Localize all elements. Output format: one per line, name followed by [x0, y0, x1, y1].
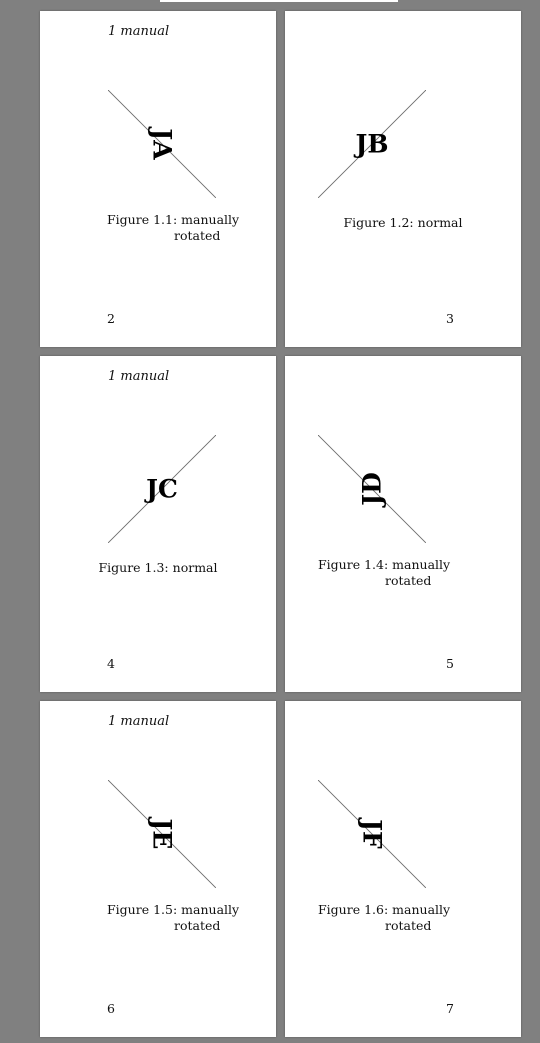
page-number: 6: [107, 1001, 115, 1016]
page-5: [285, 356, 521, 692]
caption-text-continued: rotated: [174, 918, 221, 933]
page-4: [40, 356, 276, 692]
figure-label: Figure 1.1:: [107, 212, 178, 227]
figure-initials: JB: [355, 129, 389, 159]
page-6: [40, 701, 276, 1037]
figure-caption: [40, 560, 276, 576]
caption-text-continued: rotated: [385, 573, 432, 588]
figure-label: Figure 1.3:: [98, 560, 169, 575]
figure-initials: JE: [147, 818, 177, 850]
caption-text: normal: [417, 215, 463, 230]
figure-initials: JF: [357, 819, 387, 849]
caption-text-continued: rotated: [174, 228, 221, 243]
figure-caption: [318, 557, 450, 589]
figure-1-4: [318, 435, 426, 543]
figure-label: Figure 1.2:: [343, 215, 414, 230]
running-header: 1 manual: [108, 714, 170, 729]
caption-text: manually: [181, 902, 240, 917]
page-number: 7: [446, 1001, 454, 1016]
caption-text: normal: [172, 560, 218, 575]
page-7: [285, 701, 521, 1037]
figure-1-2: [318, 90, 426, 198]
figure-initials: JA: [147, 128, 177, 160]
figure-initials: JC: [146, 474, 178, 504]
caption-text: manually: [181, 212, 240, 227]
figure-1-5: [108, 780, 216, 888]
figure-label: Figure 1.6:: [318, 902, 389, 917]
page-number: 2: [107, 311, 115, 326]
figure-initials: JD: [357, 472, 387, 506]
figure-1-3: [108, 435, 216, 543]
running-header: 1 manual: [108, 369, 170, 384]
page-number: 3: [446, 311, 454, 326]
caption-text: manually: [392, 902, 451, 917]
page-number: 4: [107, 656, 115, 671]
page-number: 5: [446, 656, 454, 671]
figure-1-1: [108, 90, 216, 198]
running-header: 1 manual: [108, 24, 170, 39]
page-3: [285, 11, 521, 347]
caption-text: manually: [392, 557, 451, 572]
caption-text-continued: rotated: [385, 918, 432, 933]
figure-caption: [285, 215, 521, 231]
page-2: [40, 11, 276, 347]
figure-1-6: [318, 780, 426, 888]
figure-label: Figure 1.4:: [318, 557, 389, 572]
figure-caption: [107, 212, 239, 244]
viewer-top-strip: [160, 0, 398, 2]
figure-label: Figure 1.5:: [107, 902, 178, 917]
figure-caption: [318, 902, 450, 934]
figure-caption: [107, 902, 239, 934]
